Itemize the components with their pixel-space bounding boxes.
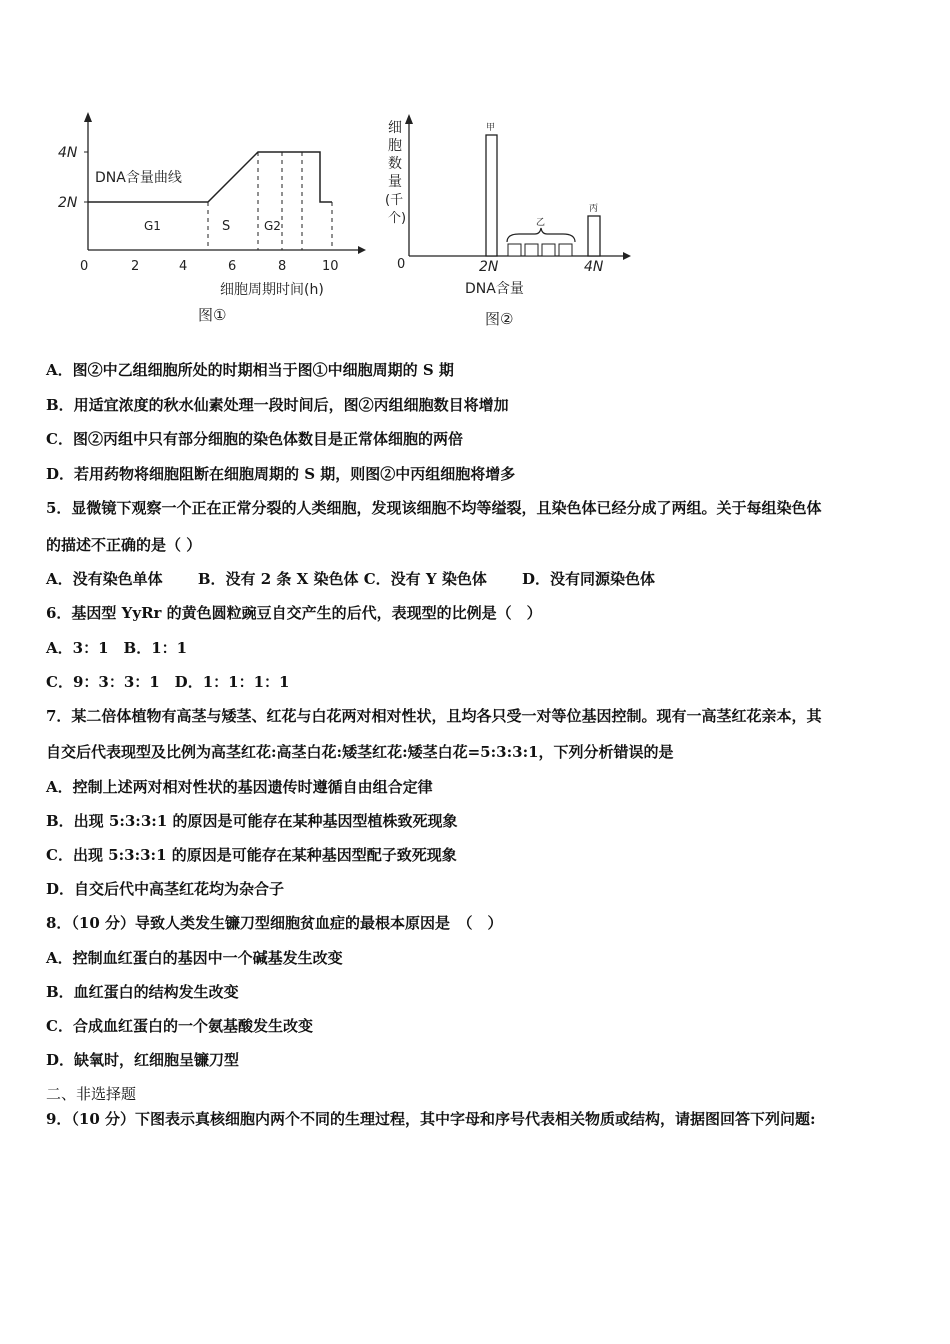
q7-option-b: B．出现 5:3:3:1 的原因是可能存在某种基因型植株致死现象 (46, 812, 458, 830)
q4-option-a: A．图②中乙组细胞所处的时期相当于图①中细胞周期的 S 期 (46, 361, 454, 379)
x-tick-4n: 4N (584, 259, 604, 275)
x-axis-label: 细胞周期时间(h) (220, 282, 324, 298)
y-label-1: 细 (388, 120, 402, 136)
q7-option-a: A．控制上述两对相对性状的基因遗传时遵循自由组合定律 (46, 778, 433, 796)
y-label-5: (千 (385, 193, 404, 208)
q6-options-ab: A．3：1 B．1：1 (46, 639, 188, 657)
q8-option-b: B．血红蛋白的结构发生改变 (46, 983, 239, 1001)
figure-1-caption: 图① (198, 306, 227, 324)
x-tick-2: 2 (131, 259, 140, 274)
q4-option-b: B．用适宜浓度的秋水仙素处理一段时间后，图②丙组细胞数目将增加 (46, 396, 509, 414)
q5-options: A．没有染色单体 B．没有 2 条 X 染色体 C．没有 Y 染色体 D．没有同源染色体 (46, 570, 656, 588)
x-tick-8: 8 (278, 259, 287, 274)
phase-g1: G1 (144, 219, 161, 233)
q8-option-d: D．缺氧时，红细胞呈镰刀型 (46, 1051, 240, 1069)
figure-2-cell-count (385, 110, 645, 335)
y-label-2: 胞 (388, 138, 402, 154)
y-label-6: 个) (388, 211, 407, 226)
group-label-yi: 乙 (536, 218, 546, 228)
q8-stem: 8．（10 分）导致人类发生镰刀型细胞贫血症的最根本原因是 （ ） (46, 914, 503, 932)
q8-option-c: C．合成血红蛋白的一个氨基酸发生改变 (46, 1017, 313, 1035)
figure-1-dna-curve (40, 110, 370, 335)
x-tick-6: 6 (228, 259, 237, 274)
q7-option-d: D．自交后代中高茎红花均为杂合子 (46, 880, 285, 898)
section-heading: 二、非选择题 (46, 1085, 137, 1103)
y-tick-2n: 2N (58, 195, 78, 211)
q6-options-cd: C．9：3：3：1 D．1：1：1：1 (46, 673, 290, 691)
bar-group-jia (486, 135, 497, 256)
x-tick-2n: 2N (479, 259, 499, 275)
q7-stem-2: 自交后代表现型及比例为高茎红花:高茎白花:矮茎红花:矮茎白花=5:3:3:1，下列分析错误的是 (46, 743, 674, 761)
bar-group-bing (588, 216, 600, 256)
x-tick-4: 4 (179, 259, 188, 274)
figure-2-caption: 图② (485, 310, 514, 328)
curve-label: DNA含量曲线 (95, 170, 182, 186)
q4-option-d: D．若用药物将细胞阻断在细胞周期的 S 期，则图②中丙组细胞将增多 (46, 465, 516, 483)
origin-label: 0 (397, 257, 406, 272)
q4-option-c: C．图②丙组中只有部分细胞的染色体数目是正常体细胞的两倍 (46, 430, 463, 448)
bar-yi-3 (542, 244, 555, 256)
group-label-bing: 丙 (589, 204, 599, 214)
x-tick-0: 0 (80, 259, 89, 274)
y-label-4: 量 (388, 174, 402, 190)
q5-stem-1: 5．显微镜下观察一个正在正常分裂的人类细胞，发现该细胞不均等缢裂，且染色体已经分成了两组。关于每组染色体 (46, 499, 822, 517)
q5-stem-2: 的描述不正确的是（ ） (46, 536, 202, 554)
x-axis-label: DNA含量 (465, 281, 524, 297)
q6-stem: 6．基因型 YyRr 的黄色圆粒豌豆自交产生的后代，表现型的比例是（ ） (46, 604, 542, 622)
phase-g2: G2 (264, 219, 281, 233)
q7-stem-1: 7．某二倍体植物有高茎与矮茎、红花与白花两对相对性状，且均各只受一对等位基因控制。现有一高茎红花亲本，其 (46, 707, 822, 725)
y-label-3: 数 (388, 156, 402, 172)
q7-option-c: C．出现 5:3:3:1 的原因是可能存在某种基因型配子致死现象 (46, 846, 457, 864)
bar-yi-1 (508, 244, 521, 256)
bar-yi-2 (525, 244, 538, 256)
y-tick-4n: 4N (58, 145, 78, 161)
q9-stem: 9．（10 分）下图表示真核细胞内两个不同的生理过程，其中字母和序号代表相关物质或结构，请据图回答下列问题: (46, 1110, 816, 1128)
group-label-jia: 甲 (486, 123, 496, 133)
bar-yi-4 (559, 244, 572, 256)
phase-s: S (222, 219, 231, 234)
x-tick-10: 10 (322, 259, 339, 274)
q8-option-a: A．控制血红蛋白的基因中一个碱基发生改变 (46, 949, 343, 967)
